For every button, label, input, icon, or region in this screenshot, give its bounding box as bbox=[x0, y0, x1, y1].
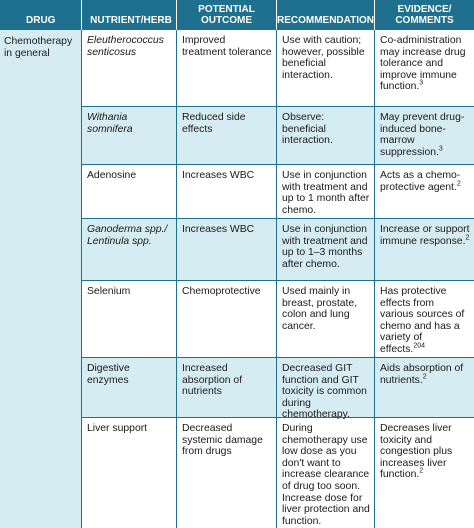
reference-number: 204 bbox=[413, 342, 425, 350]
outcome-cell: Increased absorption of nutrients bbox=[177, 358, 277, 417]
evidence-text: Decreases liver toxicity and congestion plus increases liver function. bbox=[380, 423, 453, 481]
nutrient-cell: Adenosine bbox=[82, 165, 177, 218]
evidence-cell bbox=[375, 418, 474, 528]
table-row bbox=[82, 358, 474, 421]
drug-cell bbox=[0, 30, 82, 528]
outcome-cell: Improved treatment tolerance bbox=[177, 30, 277, 106]
evidence-text: Aids absorption of nutrients. bbox=[380, 363, 464, 386]
table-row bbox=[82, 165, 474, 219]
drug-name: Chemotherapy in general bbox=[4, 36, 73, 59]
evidence-cell bbox=[375, 30, 474, 106]
nutrient-cell: Eleutherococcus senticosus bbox=[82, 30, 177, 106]
evidence-text: Increase or support immune response. bbox=[380, 224, 470, 247]
outcome-cell: Decreased systemic damage from drugs bbox=[177, 418, 277, 528]
table-row bbox=[82, 418, 474, 528]
reference-number: 2 bbox=[422, 373, 427, 381]
outcome-cell: Reduced side effects bbox=[177, 107, 277, 164]
evidence-cell bbox=[375, 358, 474, 417]
reference-number: 3 bbox=[419, 79, 424, 87]
evidence-text: Acts as a chemo-protective agent. bbox=[380, 170, 461, 193]
evidence-cell bbox=[375, 219, 474, 280]
reference-number: 3 bbox=[438, 145, 443, 153]
table-row bbox=[82, 30, 474, 107]
recommendation-cell: Used mainly in breast, prostate, colon and lung cancer. bbox=[277, 281, 375, 357]
recommendation-cell: Use in conjunction with treatment and up to 1–3 months after chemo. bbox=[277, 219, 375, 280]
header-nutrient-herb: NUTRIENT/HERB bbox=[82, 0, 177, 30]
outcome-cell: Increases WBC bbox=[177, 219, 277, 280]
recommendation-cell: Decreased GIT function and GIT toxicity is common during chemotherapy. bbox=[277, 358, 375, 417]
nutrient-cell: Liver support bbox=[82, 418, 177, 528]
recommendation-cell: During chemotherapy use low dose as you don't want to increase clearance of drug too soon. Increase dose for liver protection and function. bbox=[277, 418, 375, 528]
header-evidence-comments: EVIDENCE/ COMMENTS bbox=[395, 4, 454, 26]
reference-number: 2 bbox=[465, 234, 470, 242]
recommendation-cell: Observe: beneficial interaction. bbox=[277, 107, 375, 164]
reference-number: 2 bbox=[456, 180, 461, 188]
header-recommendation: RECOMMENDATION bbox=[277, 0, 375, 30]
outcome-cell: Chemoprotective bbox=[177, 281, 277, 357]
header-potential-outcome: POTENTIAL OUTCOME bbox=[177, 0, 277, 30]
reference-number: 2 bbox=[419, 467, 424, 475]
nutrient-cell: Withania somnifera bbox=[82, 107, 177, 164]
table-header bbox=[0, 0, 474, 30]
evidence-text: May prevent drug-induced bone-marrow suppression. bbox=[380, 112, 465, 158]
nutrient-cell: Ganoderma spp./ Lentinula spp. bbox=[82, 219, 177, 280]
recommendation-cell: Use in conjunction with treatment and up to 1 month after chemo. bbox=[277, 165, 375, 218]
table-row bbox=[82, 219, 474, 281]
evidence-cell bbox=[375, 107, 474, 164]
header-drug: DRUG bbox=[0, 0, 82, 30]
recommendation-cell: Use with caution; however, possible beneficial interaction. bbox=[277, 30, 375, 106]
outcome-cell: Increases WBC bbox=[177, 165, 277, 218]
table-row bbox=[82, 281, 474, 358]
evidence-text: Co-administration may increase drug tolerance and improve immune function. bbox=[380, 35, 466, 93]
table-row bbox=[82, 107, 474, 165]
nutrient-cell: Selenium bbox=[82, 281, 177, 357]
table-body bbox=[82, 30, 474, 528]
nutrient-cell: Digestive enzymes bbox=[82, 358, 177, 417]
evidence-text: Has protective effects from various sources of chemo and has a variety of effects. bbox=[380, 286, 465, 355]
evidence-cell bbox=[375, 165, 474, 218]
evidence-cell bbox=[375, 281, 474, 357]
